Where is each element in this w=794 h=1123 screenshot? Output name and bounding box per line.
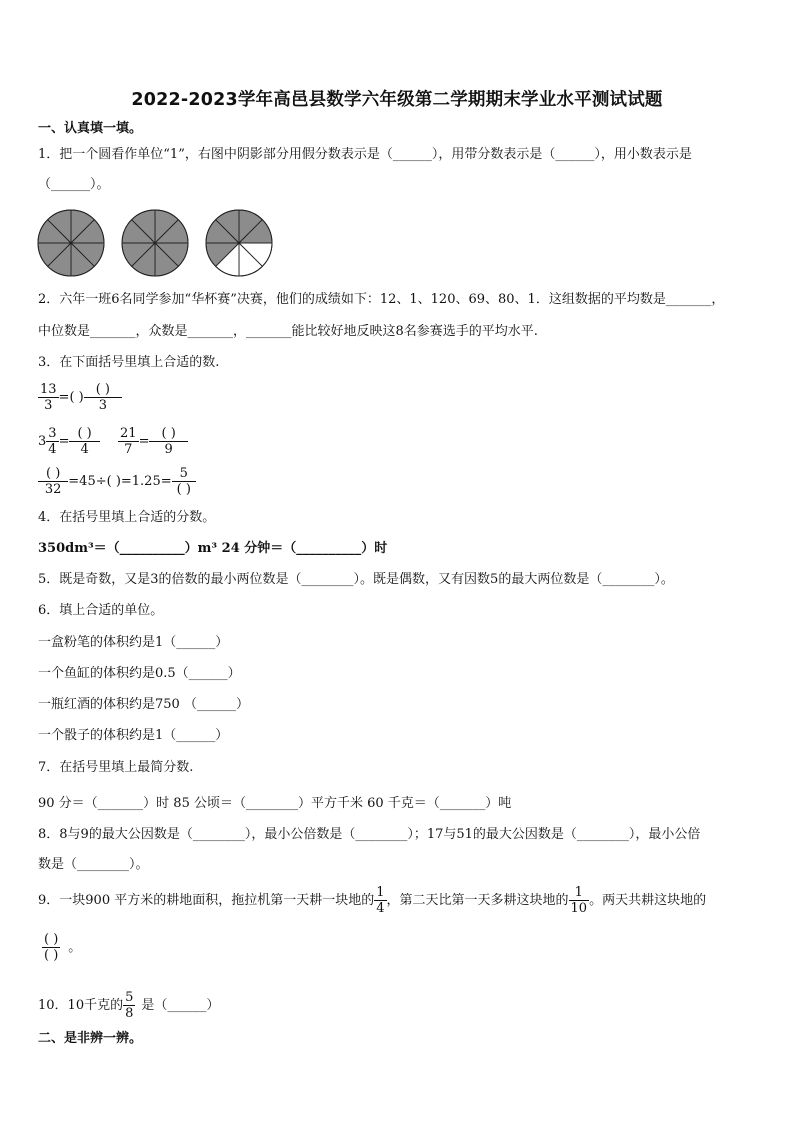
question-6-item: 一个骰子的体积约是1（______） [38, 728, 229, 743]
question-9-line [38, 885, 706, 916]
question-10-text: 是（______） [141, 998, 220, 1013]
question-3-row-3 [38, 466, 196, 497]
fraction: $\frac{( )}{4}$ [69, 426, 99, 457]
fraction: $\frac{3}{4}$ [48, 426, 57, 457]
fraction: $\frac{1}{10}$ [570, 885, 588, 916]
equals-sign: = [138, 434, 150, 449]
question-6-item: 一盒粉笔的体积约是1（______） [38, 635, 229, 650]
question-10-line [38, 990, 219, 1021]
question-9-text: 。两天共耕这块地的 [589, 893, 707, 908]
question-6-title: 6．填上合适的单位。 [38, 603, 164, 618]
fraction-circles-figure [37, 209, 273, 277]
question-9-answer [42, 932, 81, 963]
whole-number: 3 [38, 434, 47, 449]
equals-sign: = [58, 434, 70, 449]
question-7-title: 7．在括号里填上最简分数. [38, 760, 194, 775]
fraction: $\frac{( )}{32}$ [38, 466, 68, 497]
question-3-title: 3．在下面括号里填上合适的数. [38, 355, 220, 370]
question-5: 5．既是奇数，又是3的倍数的最小两位数是（________）。既是偶数，又有因数5的最大两位数是（________）。 [38, 572, 674, 587]
question-6-item: 一瓶红酒的体积约是750 （______） [38, 697, 249, 712]
question-10-text: 10．10千克的 [38, 998, 124, 1013]
question-2-line-1: 2．六年一班6名同学参加“华杯赛”决赛，他们的成绩如下：12、1、120、69、80、1．这组数据的平均数是_______， [38, 292, 725, 307]
question-8-line-1: 8．8与9的最大公因数是（________），最小公倍数是（________）；17与51的最大公因数是（________），最小公倍 [38, 827, 701, 842]
question-6-item: 一个鱼缸的体积约是0.5（______） [38, 666, 241, 681]
expression-text: =( ) [58, 390, 84, 405]
question-3-row-1 [38, 382, 122, 413]
question-9-text: 9．一块900 平方米的耕地面积，拖拉机第一天耕一块地的 [38, 893, 375, 908]
fraction: $\frac{5}{( )}$ [172, 466, 196, 497]
page-title: 2022-2023学年高邑县数学六年级第二学期期末学业水平测试试题 [131, 90, 663, 110]
fraction: $\frac{( )}{9}$ [149, 426, 187, 457]
fraction: $\frac{5}{8}$ [125, 990, 134, 1021]
section-heading-2: 二、是非辨一辨。 [38, 1031, 143, 1046]
answer-fraction: $\frac{( )}{( )}$ [44, 932, 59, 963]
expression-text: =45÷( )=1.25= [68, 474, 172, 489]
question-3-row-2 [38, 426, 188, 457]
fraction: $\frac{13}{3}$ [40, 382, 57, 413]
question-4-title: 4．在括号里填上合适的分数。 [38, 510, 216, 525]
question-1-line-1: 1．把一个圆看作单位“1”，右图中阴影部分用假分数表示是（______），用带分数表示是（______），用小数表示是 [38, 147, 692, 162]
fraction: $\frac{21}{7}$ [120, 426, 137, 457]
question-9-text: 。 [68, 940, 82, 955]
question-2-line-2: 中位数是_______，众数是_______，_______能比较好地反映这8名参赛选手的平均水平. [38, 324, 538, 339]
question-1-line-2: （______）。 [38, 177, 110, 192]
question-8-line-2: 数是（________）。 [38, 857, 149, 872]
fraction: $\frac{1}{4}$ [376, 885, 385, 916]
question-7-line: 90 分＝（_______）时 85 公顷＝（________）平方千米 60 千克＝（_______）吨 [38, 796, 512, 811]
question-4-line: 350dm³＝（__________）m³ 24 分钟＝（__________）时 [38, 541, 388, 556]
question-9-text: ，第二天比第一天多耕这块地的 [386, 893, 569, 908]
section-heading-1: 一、认真填一填。 [38, 121, 143, 136]
fraction: $\frac{( )}{3}$ [84, 382, 122, 413]
